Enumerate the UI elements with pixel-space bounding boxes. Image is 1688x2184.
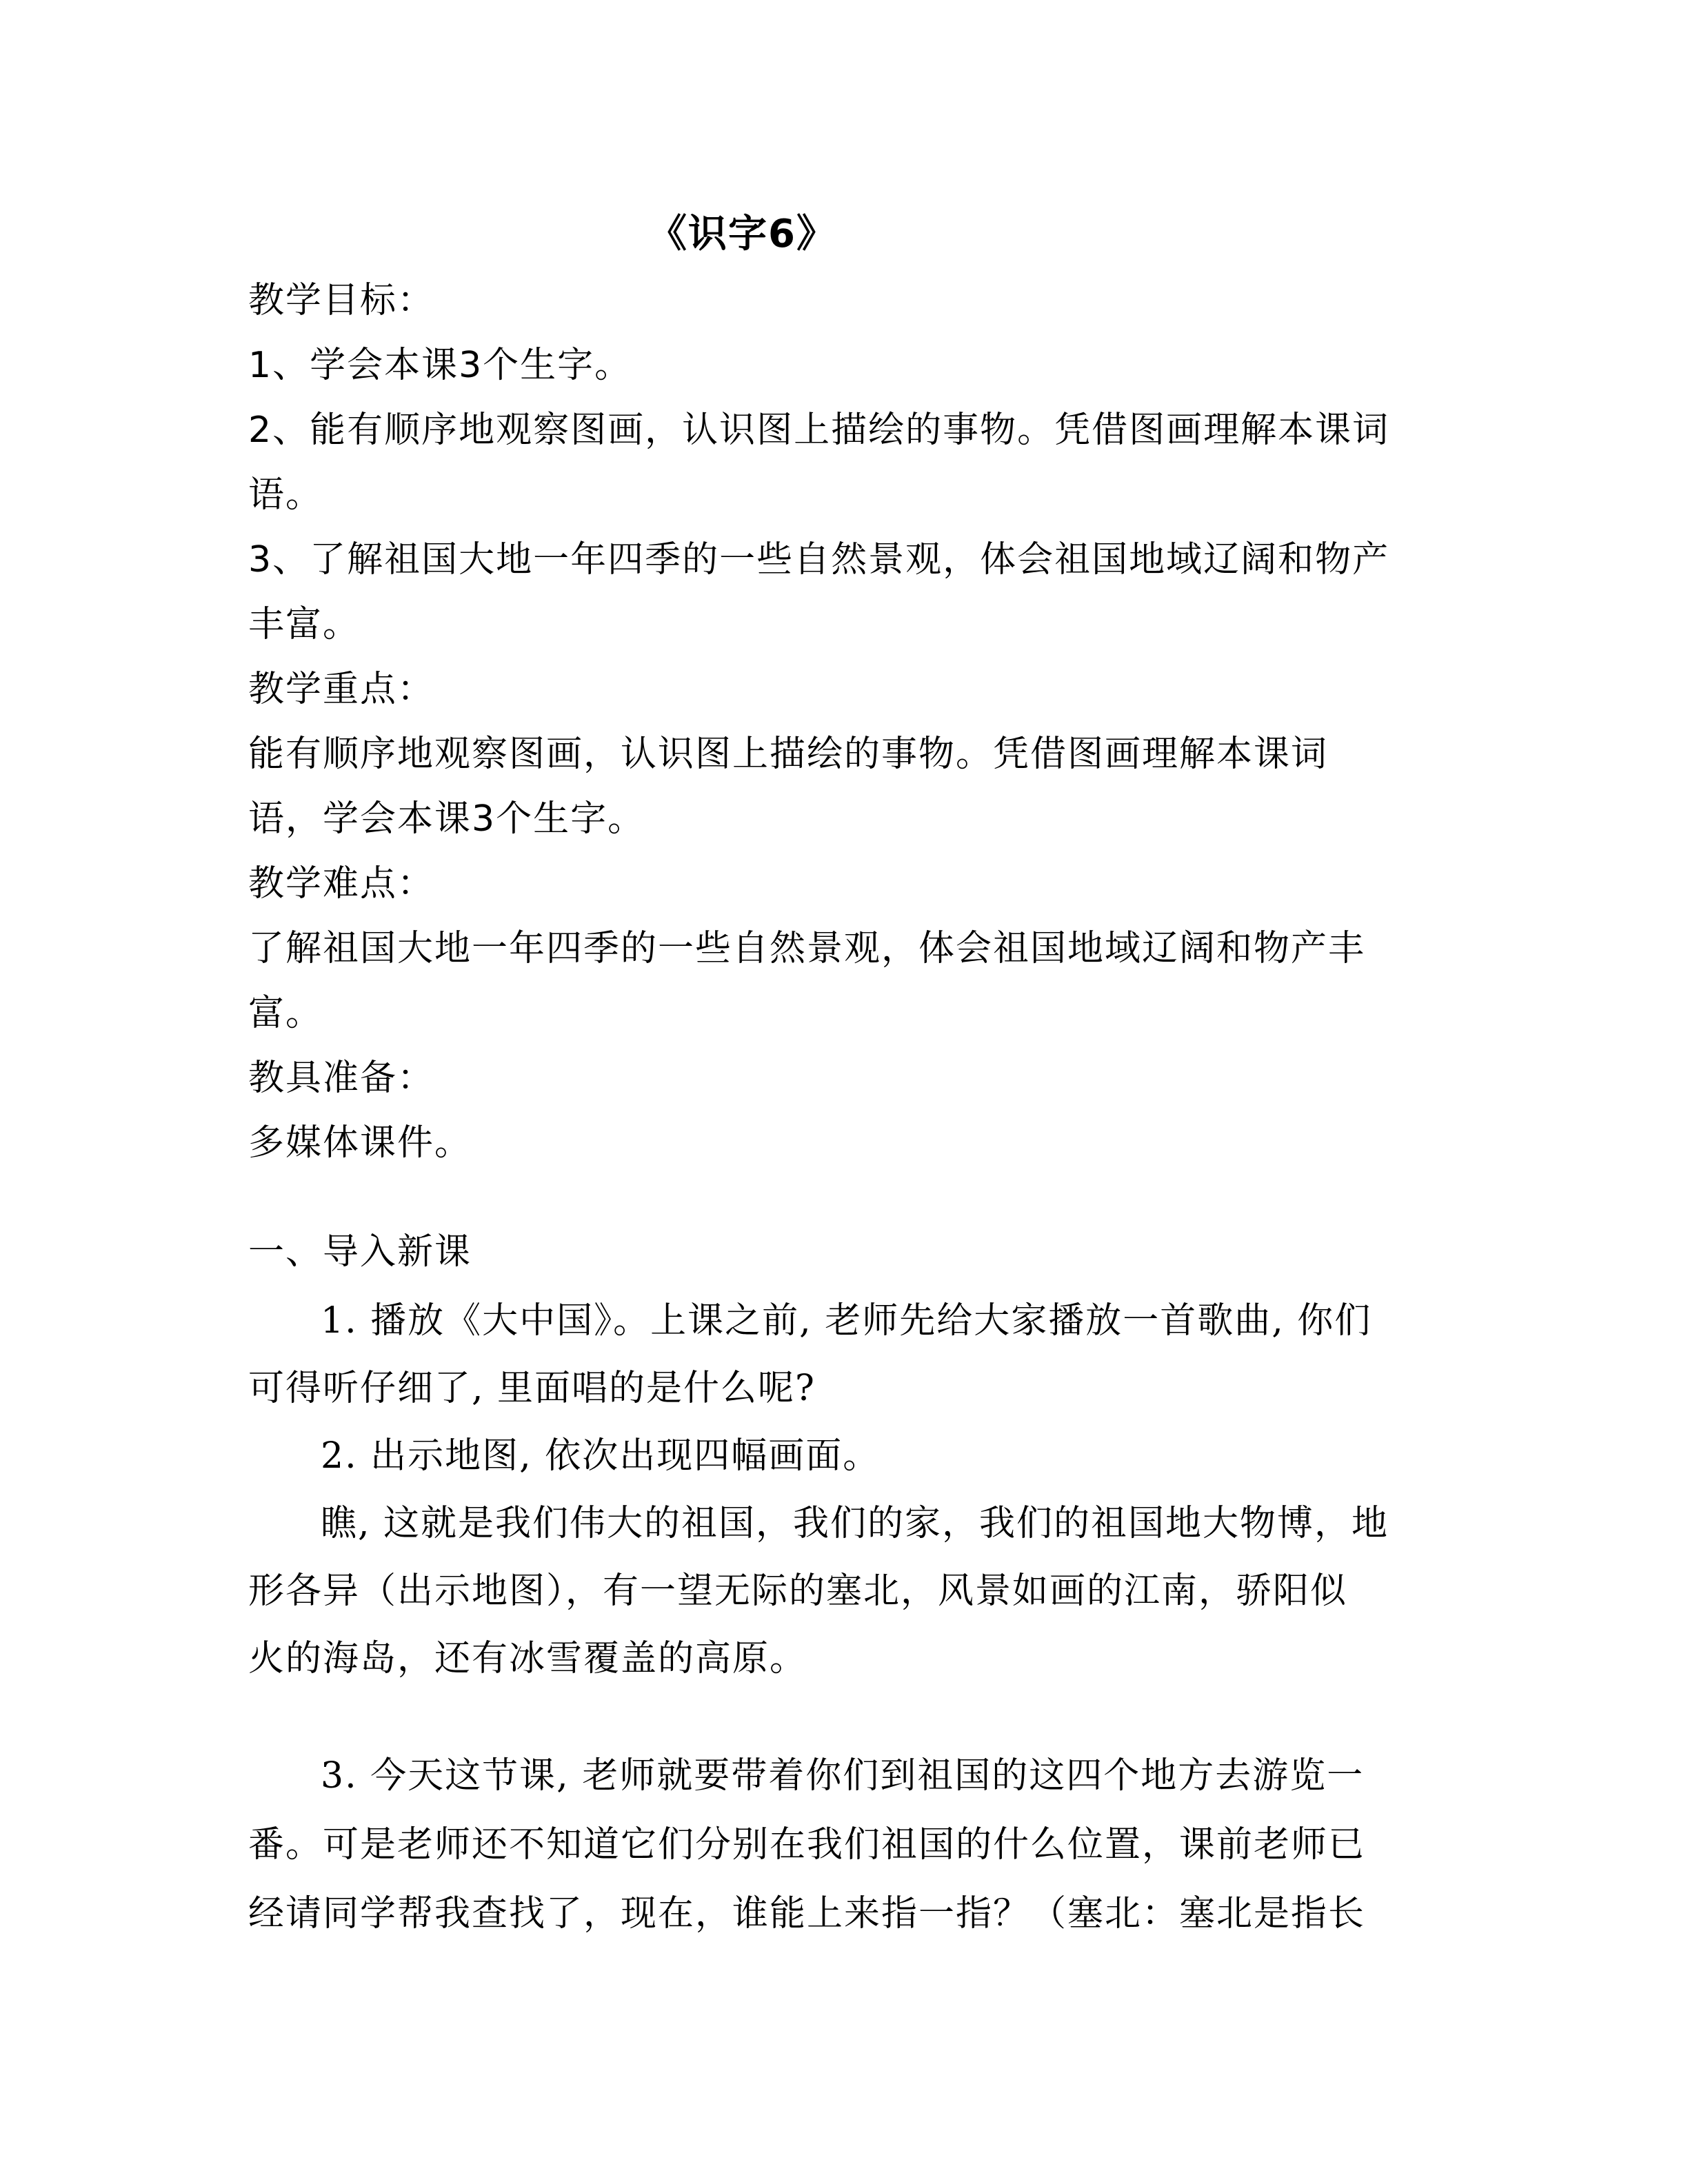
objective-3-line-2: 丰富。 — [248, 604, 361, 645]
paragraph-1-line-1: 瞧, 这就是我们伟大的祖国，我们的家，我们的祖国地大物博，地 — [321, 1503, 1389, 1544]
step-1-line-2: 可得听仔细了, 里面唱的是什么呢? — [248, 1368, 816, 1409]
key-points-line-2: 语，学会本课3个生字。 — [248, 798, 645, 840]
objective-2-line-1: 2、能有顺序地观察图画，认识图上描绘的事物。凭借图画理解本课词 — [248, 410, 1390, 451]
key-points-heading: 教学重点： — [248, 669, 435, 710]
objective-3-line-1: 3、了解祖国大地一年四季的一些自然景观，体会祖国地域辽阔和物产 — [248, 539, 1390, 580]
paragraph-1-line-2: 形各异（出示地图），有一望无际的塞北，风景如画的江南，骄阳似 — [248, 1570, 1348, 1612]
difficulties-line-1: 了解祖国大地一年四季的一些自然景观，体会祖国地域辽阔和物产丰 — [248, 928, 1366, 969]
objective-1: 1、学会本课3个生字。 — [248, 345, 632, 386]
document-title: 《识字6》 — [648, 212, 836, 256]
difficulties-line-2: 富。 — [248, 993, 323, 1034]
materials-text: 多媒体课件。 — [248, 1122, 472, 1164]
materials-heading: 教具准备： — [248, 1058, 435, 1099]
key-points-line-1: 能有顺序地观察图画，认识图上描绘的事物。凭借图画理解本课词 — [248, 734, 1329, 775]
step-3-line-2: 番。可是老师还不知道它们分别在我们祖国的什么位置，课前老师已 — [248, 1824, 1366, 1866]
step-1-line-1: 1. 播放《大中国》。上课之前, 老师先给大家播放一首歌曲, 你们 — [321, 1300, 1372, 1342]
paragraph-1-line-3: 火的海岛，还有冰雪覆盖的高原。 — [248, 1638, 807, 1679]
section-1-heading: 一、导入新课 — [248, 1231, 472, 1273]
step-3-line-1: 3. 今天这节课, 老师就要带着你们到祖国的这四个地方去游览一 — [321, 1755, 1365, 1797]
difficulties-heading: 教学难点： — [248, 863, 435, 904]
step-2: 2. 出示地图, 依次出现四幅画面。 — [321, 1435, 881, 1477]
objective-2-line-2: 语。 — [248, 474, 323, 516]
step-3-line-3: 经请同学帮我查找了，现在，谁能上来指一指？（塞北：塞北是指长 — [248, 1893, 1366, 1934]
objectives-heading: 教学目标： — [248, 280, 435, 321]
